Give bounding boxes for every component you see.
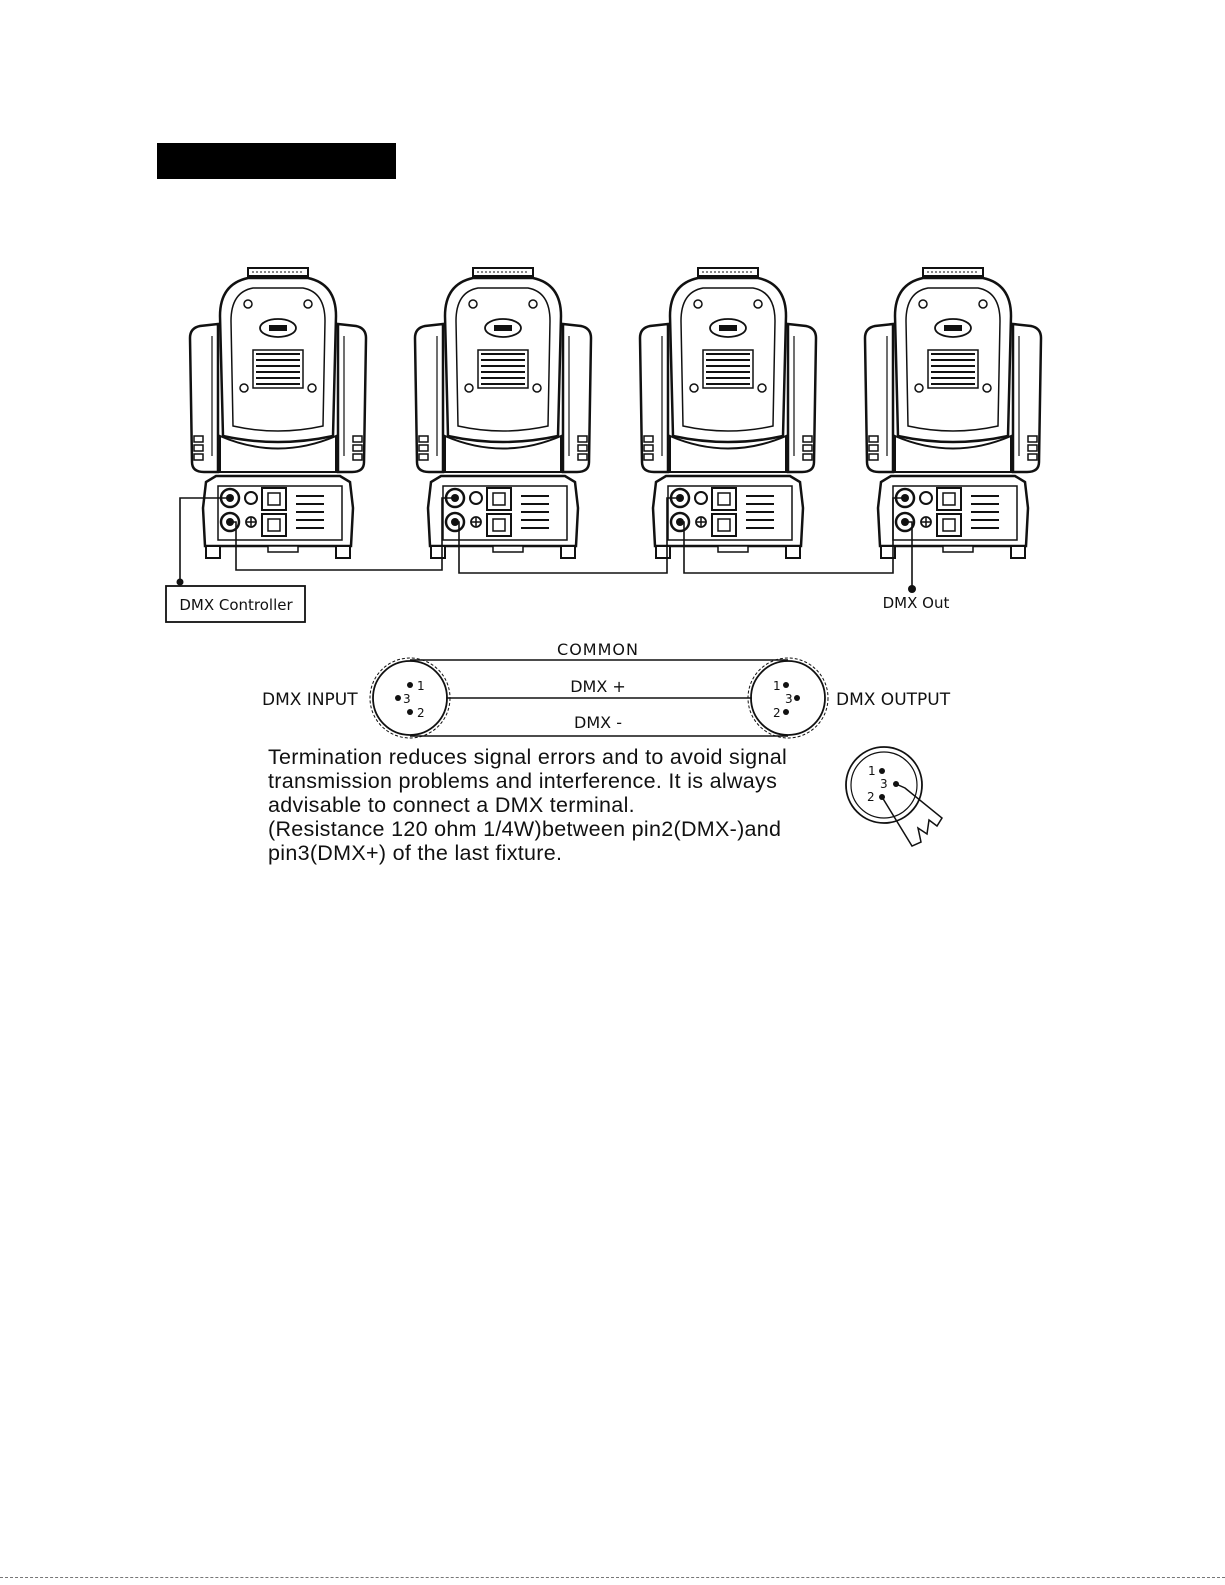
terminator-pin-1-label: 1 <box>868 764 876 778</box>
moving-head-fixture-1 <box>190 268 366 558</box>
footer-rule <box>0 1577 1225 1578</box>
note-line-4: (Resistance 120 ohm 1/4W)between pin2(DMX-)and <box>268 817 782 841</box>
terminator-pin-3-label: 3 <box>880 777 888 791</box>
note-line-3: advisable to connect a DMX terminal. <box>268 793 635 817</box>
output-pin-3-label: 3 <box>785 692 793 706</box>
input-pin-3-label: 3 <box>403 692 411 706</box>
note-line-5: pin3(DMX+) of the last fixture. <box>268 841 563 865</box>
output-pin-2-label: 2 <box>773 706 781 720</box>
note-line-2: transmission problems and interference. It is always <box>268 769 778 793</box>
controller-junction-dot <box>177 579 184 586</box>
input-pin-2-label: 2 <box>417 706 425 720</box>
dmx-output-label: DMX OUTPUT <box>836 690 951 710</box>
dmx-plus-label: DMX + <box>570 677 626 696</box>
dmx-input-label: DMX INPUT <box>262 690 358 710</box>
common-label: COMMON <box>557 640 639 659</box>
termination-note <box>268 745 848 865</box>
note-line-1: Termination reduces signal errors and to avoid signal <box>268 745 788 769</box>
dmx-controller-label: DMX Controller <box>179 596 293 614</box>
moving-head-fixture-4 <box>865 268 1041 558</box>
dmx-out-label: DMX Out <box>882 594 950 612</box>
output-pin-1-label: 1 <box>773 679 781 693</box>
xlr-terminator <box>846 747 942 846</box>
dmx-out-junction-dot <box>908 585 916 593</box>
xlr-cable-schematic <box>262 640 951 738</box>
input-pin-1-label: 1 <box>417 679 425 693</box>
terminator-pin-2-label: 2 <box>867 790 875 804</box>
dmx-minus-label: DMX - <box>574 713 622 732</box>
